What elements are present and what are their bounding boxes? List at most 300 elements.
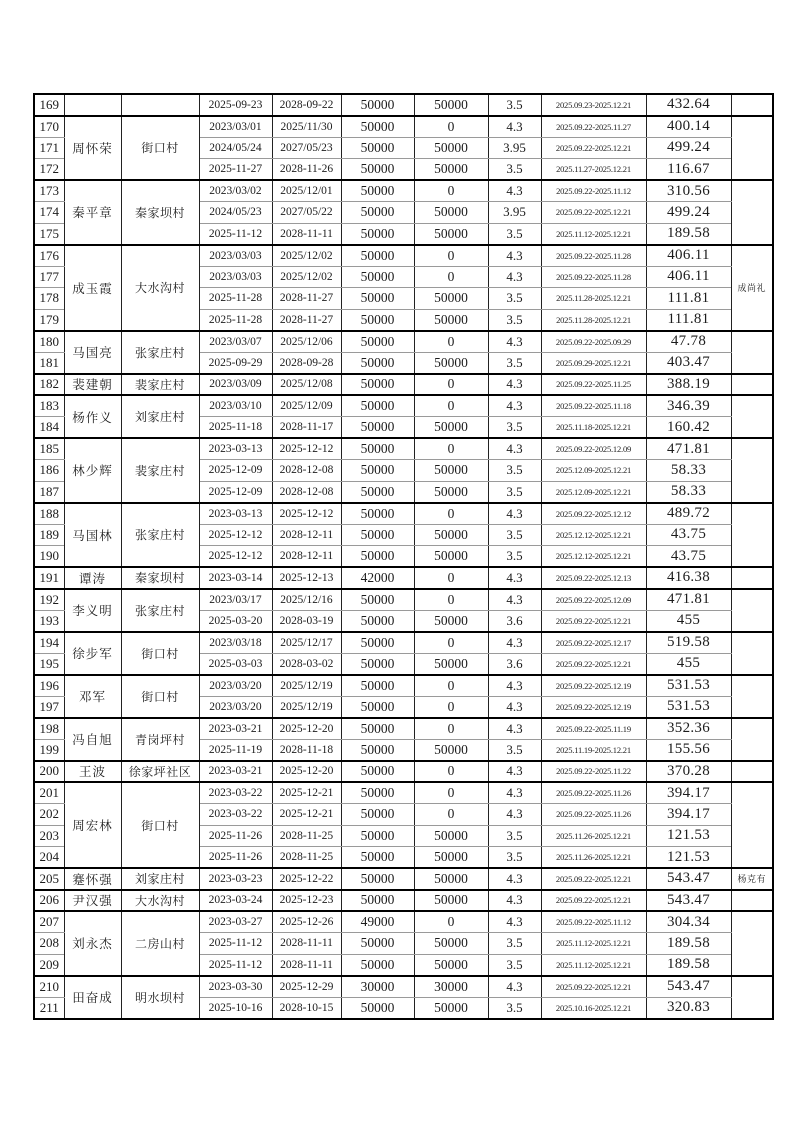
cell-rate: 4.3	[488, 395, 541, 417]
cell-interest-period: 2025.09.22-2025.12.09	[541, 589, 646, 611]
cell-interest-value: 47.78	[646, 331, 731, 353]
cell-interest-value: 432.64	[646, 94, 731, 116]
cell-end-date: 2025/12/19	[272, 696, 341, 718]
cell-seq: 178	[34, 288, 64, 310]
cell-seq: 198	[34, 718, 64, 740]
cell-amount2: 50000	[414, 653, 488, 675]
cell-rate: 4.3	[488, 503, 541, 525]
cell-interest-period: 2025.09.22-2025.12.17	[541, 632, 646, 654]
cell-amount1: 50000	[341, 825, 414, 847]
cell-interest-period: 2025.11.27-2025.12.21	[541, 159, 646, 181]
cell-amount2: 30000	[414, 976, 488, 998]
cell-end-date: 2025/12/19	[272, 675, 341, 697]
cell-interest-value: 155.56	[646, 739, 731, 761]
cell-end-date: 2025/12/09	[272, 395, 341, 417]
cell-interest-value: 189.58	[646, 933, 731, 955]
cell-seq: 169	[34, 94, 64, 116]
cell-interest-period: 2025.09.22-2025.11.22	[541, 761, 646, 783]
cell-rate: 4.3	[488, 567, 541, 589]
cell-rate: 3.5	[488, 309, 541, 331]
cell-interest-period: 2025.11.18-2025.12.21	[541, 417, 646, 439]
cell-amount2: 50000	[414, 524, 488, 546]
cell-amount2: 50000	[414, 847, 488, 869]
cell-borrower-name: 马国亮	[64, 331, 121, 374]
cell-end-date: 2025/12/16	[272, 589, 341, 611]
cell-seq: 187	[34, 481, 64, 503]
cell-interest-value: 543.47	[646, 976, 731, 998]
cell-start-date: 2025-12-09	[199, 460, 272, 482]
cell-end-date: 2025/12/01	[272, 180, 341, 202]
cell-amount2: 50000	[414, 137, 488, 159]
cell-interest-value: 531.53	[646, 675, 731, 697]
cell-end-date: 2025-12-21	[272, 804, 341, 826]
cell-interest-value: 121.53	[646, 847, 731, 869]
cell-amount2: 50000	[414, 288, 488, 310]
cell-end-date: 2028-03-19	[272, 610, 341, 632]
cell-rate: 3.6	[488, 610, 541, 632]
cell-village: 刘家庄村	[121, 395, 199, 438]
cell-end-date: 2028-11-25	[272, 847, 341, 869]
cell-amount2: 0	[414, 266, 488, 288]
cell-seq: 186	[34, 460, 64, 482]
cell-start-date: 2023-03-22	[199, 804, 272, 826]
cell-start-date: 2023/03/20	[199, 696, 272, 718]
cell-seq: 205	[34, 868, 64, 890]
cell-amount2: 0	[414, 567, 488, 589]
cell-amount1: 50000	[341, 94, 414, 116]
cell-amount2: 50000	[414, 546, 488, 568]
cell-start-date: 2023-03-21	[199, 718, 272, 740]
cell-interest-period: 2025.09.22-2025.11.12	[541, 911, 646, 933]
cell-seq: 176	[34, 245, 64, 267]
cell-note	[731, 911, 773, 976]
cell-interest-period: 2025.09.22-2025.11.26	[541, 804, 646, 826]
cell-note: 杨克有	[731, 868, 773, 890]
cell-start-date: 2025-10-16	[199, 997, 272, 1019]
cell-seq: 179	[34, 309, 64, 331]
cell-rate: 4.3	[488, 589, 541, 611]
cell-rate: 3.5	[488, 288, 541, 310]
cell-interest-period: 2025.12.12-2025.12.21	[541, 524, 646, 546]
cell-start-date: 2025-11-19	[199, 739, 272, 761]
cell-village: 张家庄村	[121, 331, 199, 374]
cell-amount2: 50000	[414, 933, 488, 955]
cell-seq: 196	[34, 675, 64, 697]
cell-rate: 3.5	[488, 933, 541, 955]
cell-village: 秦家坝村	[121, 180, 199, 245]
cell-seq: 210	[34, 976, 64, 998]
cell-amount2: 0	[414, 675, 488, 697]
cell-interest-value: 394.17	[646, 782, 731, 804]
cell-village: 裴家庄村	[121, 374, 199, 396]
cell-seq: 190	[34, 546, 64, 568]
cell-interest-value: 489.72	[646, 503, 731, 525]
cell-start-date: 2025-11-28	[199, 309, 272, 331]
cell-start-date: 2025-11-28	[199, 288, 272, 310]
cell-rate: 3.5	[488, 460, 541, 482]
cell-interest-value: 455	[646, 610, 731, 632]
table-row	[34, 782, 773, 804]
cell-note	[731, 718, 773, 761]
cell-amount1: 50000	[341, 610, 414, 632]
table-row	[34, 976, 773, 998]
cell-amount1: 50000	[341, 288, 414, 310]
cell-amount1: 50000	[341, 632, 414, 654]
cell-note	[731, 675, 773, 718]
loan-records-table	[33, 93, 774, 1020]
cell-end-date: 2028-11-25	[272, 825, 341, 847]
cell-amount1: 50000	[341, 460, 414, 482]
cell-start-date: 2023/03/07	[199, 331, 272, 353]
cell-amount1: 49000	[341, 911, 414, 933]
cell-rate: 3.5	[488, 546, 541, 568]
cell-interest-value: 121.53	[646, 825, 731, 847]
cell-seq: 177	[34, 266, 64, 288]
cell-rate: 3.5	[488, 94, 541, 116]
cell-amount2: 0	[414, 761, 488, 783]
cell-amount2: 0	[414, 503, 488, 525]
cell-start-date: 2023-03-30	[199, 976, 272, 998]
cell-note	[731, 395, 773, 438]
cell-seq: 189	[34, 524, 64, 546]
cell-interest-value: 406.11	[646, 266, 731, 288]
cell-interest-value: 403.47	[646, 352, 731, 374]
cell-amount2: 0	[414, 718, 488, 740]
cell-start-date: 2025-03-20	[199, 610, 272, 632]
cell-borrower-name: 周怀荣	[64, 116, 121, 181]
cell-amount1: 50000	[341, 309, 414, 331]
cell-interest-value: 310.56	[646, 180, 731, 202]
cell-interest-period: 2025.09.22-2025.12.21	[541, 137, 646, 159]
cell-seq: 188	[34, 503, 64, 525]
cell-end-date: 2028-11-26	[272, 159, 341, 181]
cell-village: 刘家庄村	[121, 868, 199, 890]
cell-note: 成尚礼	[731, 245, 773, 331]
cell-interest-value: 111.81	[646, 309, 731, 331]
cell-rate: 4.3	[488, 116, 541, 138]
cell-borrower-name: 周宏林	[64, 782, 121, 868]
cell-end-date: 2025-12-20	[272, 718, 341, 740]
cell-interest-period: 2025.09.22-2025.12.21	[541, 202, 646, 224]
cell-amount1: 42000	[341, 567, 414, 589]
cell-village: 裴家庄村	[121, 438, 199, 503]
cell-note	[731, 782, 773, 868]
cell-amount2: 0	[414, 438, 488, 460]
cell-end-date: 2025/11/30	[272, 116, 341, 138]
cell-seq: 192	[34, 589, 64, 611]
cell-rate: 3.6	[488, 653, 541, 675]
cell-interest-period: 2025.11.12-2025.12.21	[541, 954, 646, 976]
cell-rate: 4.3	[488, 331, 541, 353]
cell-amount1: 50000	[341, 761, 414, 783]
cell-end-date: 2025-12-23	[272, 890, 341, 912]
cell-end-date: 2025-12-20	[272, 761, 341, 783]
cell-start-date: 2025-11-12	[199, 223, 272, 245]
cell-amount1: 50000	[341, 481, 414, 503]
cell-rate: 4.3	[488, 911, 541, 933]
cell-start-date: 2023/03/03	[199, 266, 272, 288]
cell-borrower-name: 刘永杰	[64, 911, 121, 976]
cell-interest-value: 160.42	[646, 417, 731, 439]
cell-rate: 4.3	[488, 696, 541, 718]
cell-amount1: 50000	[341, 180, 414, 202]
cell-amount1: 50000	[341, 395, 414, 417]
cell-rate: 4.3	[488, 675, 541, 697]
cell-rate: 3.5	[488, 825, 541, 847]
cell-amount1: 30000	[341, 976, 414, 998]
cell-end-date: 2028-12-08	[272, 460, 341, 482]
cell-borrower-name: 成玉霞	[64, 245, 121, 331]
cell-amount2: 50000	[414, 739, 488, 761]
cell-amount2: 0	[414, 331, 488, 353]
cell-interest-period: 2025.12.12-2025.12.21	[541, 546, 646, 568]
cell-amount2: 50000	[414, 159, 488, 181]
cell-seq: 180	[34, 331, 64, 353]
cell-amount2: 50000	[414, 460, 488, 482]
cell-seq: 173	[34, 180, 64, 202]
cell-note	[731, 94, 773, 116]
cell-interest-period: 2025.09.22-2025.12.21	[541, 890, 646, 912]
table-row	[34, 718, 773, 740]
cell-interest-period: 2025.09.22-2025.11.12	[541, 180, 646, 202]
cell-amount1: 50000	[341, 675, 414, 697]
cell-rate: 3.95	[488, 137, 541, 159]
table-row	[34, 911, 773, 933]
cell-interest-period: 2025.09.22-2025.09.29	[541, 331, 646, 353]
cell-start-date: 2024/05/23	[199, 202, 272, 224]
cell-start-date: 2025-12-12	[199, 546, 272, 568]
cell-seq: 172	[34, 159, 64, 181]
cell-start-date: 2023-03-22	[199, 782, 272, 804]
cell-interest-period: 2025.09.22-2025.11.26	[541, 782, 646, 804]
cell-seq: 184	[34, 417, 64, 439]
cell-start-date: 2025-11-27	[199, 159, 272, 181]
cell-seq: 185	[34, 438, 64, 460]
cell-start-date: 2025-12-09	[199, 481, 272, 503]
cell-start-date: 2025-09-23	[199, 94, 272, 116]
cell-rate: 3.5	[488, 159, 541, 181]
cell-borrower-name: 邓军	[64, 675, 121, 718]
cell-interest-value: 346.39	[646, 395, 731, 417]
cell-village: 明水坝村	[121, 976, 199, 1019]
cell-rate: 3.5	[488, 739, 541, 761]
cell-village: 张家庄村	[121, 503, 199, 568]
cell-amount2: 50000	[414, 825, 488, 847]
cell-amount1: 50000	[341, 374, 414, 396]
cell-interest-period: 2025.09.22-2025.12.13	[541, 567, 646, 589]
table-row	[34, 438, 773, 460]
table-row	[34, 589, 773, 611]
cell-amount1: 50000	[341, 933, 414, 955]
table-row	[34, 675, 773, 697]
cell-end-date: 2025-12-26	[272, 911, 341, 933]
cell-interest-period: 2025.11.26-2025.12.21	[541, 825, 646, 847]
cell-rate: 4.3	[488, 782, 541, 804]
cell-amount2: 50000	[414, 997, 488, 1019]
cell-start-date: 2023/03/10	[199, 395, 272, 417]
cell-note	[731, 374, 773, 396]
cell-start-date: 2023/03/17	[199, 589, 272, 611]
table-row	[34, 374, 773, 396]
cell-borrower-name: 杨作义	[64, 395, 121, 438]
cell-rate: 4.3	[488, 632, 541, 654]
cell-start-date: 2023/03/09	[199, 374, 272, 396]
cell-start-date: 2023/03/03	[199, 245, 272, 267]
cell-interest-value: 543.47	[646, 890, 731, 912]
cell-amount1: 50000	[341, 116, 414, 138]
cell-start-date: 2025-03-03	[199, 653, 272, 675]
cell-seq: 181	[34, 352, 64, 374]
table-row	[34, 868, 773, 890]
cell-interest-period: 2025.09.22-2025.12.21	[541, 653, 646, 675]
cell-note	[731, 890, 773, 912]
cell-amount1: 50000	[341, 524, 414, 546]
cell-start-date: 2024/05/24	[199, 137, 272, 159]
cell-interest-period: 2025.09.22-2025.11.25	[541, 374, 646, 396]
cell-amount2: 0	[414, 696, 488, 718]
cell-rate: 4.3	[488, 180, 541, 202]
cell-interest-period: 2025.11.28-2025.12.21	[541, 288, 646, 310]
cell-interest-value: 43.75	[646, 546, 731, 568]
cell-amount2: 0	[414, 374, 488, 396]
cell-interest-value: 471.81	[646, 589, 731, 611]
cell-borrower-name: 秦平章	[64, 180, 121, 245]
cell-rate: 4.3	[488, 718, 541, 740]
cell-seq: 211	[34, 997, 64, 1019]
cell-rate: 4.3	[488, 374, 541, 396]
cell-rate: 4.3	[488, 890, 541, 912]
cell-interest-period: 2025.11.19-2025.12.21	[541, 739, 646, 761]
table-row	[34, 395, 773, 417]
cell-borrower-name: 冯自旭	[64, 718, 121, 761]
cell-end-date: 2028-11-27	[272, 309, 341, 331]
cell-seq: 170	[34, 116, 64, 138]
cell-amount1: 50000	[341, 546, 414, 568]
cell-amount1: 50000	[341, 223, 414, 245]
cell-seq: 199	[34, 739, 64, 761]
cell-amount1: 50000	[341, 997, 414, 1019]
cell-village: 大水沟村	[121, 245, 199, 331]
cell-note	[731, 331, 773, 374]
cell-seq: 200	[34, 761, 64, 783]
cell-interest-period: 2025.09.22-2025.12.12	[541, 503, 646, 525]
cell-rate: 4.3	[488, 976, 541, 998]
cell-start-date: 2023/03/20	[199, 675, 272, 697]
cell-amount2: 50000	[414, 417, 488, 439]
cell-start-date: 2025-12-12	[199, 524, 272, 546]
cell-interest-period: 2025.11.12-2025.12.21	[541, 933, 646, 955]
cell-interest-value: 455	[646, 653, 731, 675]
cell-end-date: 2028-12-08	[272, 481, 341, 503]
cell-end-date: 2028-12-11	[272, 546, 341, 568]
cell-village: 街口村	[121, 632, 199, 675]
table-row	[34, 761, 773, 783]
cell-interest-period: 2025.09.22-2025.11.19	[541, 718, 646, 740]
cell-start-date: 2023-03-21	[199, 761, 272, 783]
cell-borrower-name: 尹汉强	[64, 890, 121, 912]
cell-end-date: 2028-11-17	[272, 417, 341, 439]
cell-start-date: 2023-03-23	[199, 868, 272, 890]
cell-amount2: 0	[414, 116, 488, 138]
cell-end-date: 2028-11-27	[272, 288, 341, 310]
cell-interest-value: 43.75	[646, 524, 731, 546]
cell-end-date: 2028-10-15	[272, 997, 341, 1019]
cell-amount1: 50000	[341, 266, 414, 288]
cell-village: 青岗坪村	[121, 718, 199, 761]
cell-amount2: 50000	[414, 890, 488, 912]
cell-interest-value: 471.81	[646, 438, 731, 460]
cell-borrower-name: 谭涛	[64, 567, 121, 589]
cell-seq: 175	[34, 223, 64, 245]
cell-rate: 3.5	[488, 997, 541, 1019]
cell-interest-period: 2025.09.22-2025.12.21	[541, 610, 646, 632]
cell-seq: 195	[34, 653, 64, 675]
cell-amount2: 50000	[414, 481, 488, 503]
cell-amount1: 50000	[341, 245, 414, 267]
cell-amount1: 50000	[341, 718, 414, 740]
cell-note	[731, 589, 773, 632]
cell-interest-period: 2025.09.22-2025.11.18	[541, 395, 646, 417]
cell-interest-period: 2025.11.26-2025.12.21	[541, 847, 646, 869]
table-row	[34, 245, 773, 267]
cell-start-date: 2023-03-14	[199, 567, 272, 589]
cell-amount2: 0	[414, 804, 488, 826]
cell-start-date: 2025-09-29	[199, 352, 272, 374]
cell-interest-value: 519.58	[646, 632, 731, 654]
cell-rate: 3.5	[488, 524, 541, 546]
cell-seq: 194	[34, 632, 64, 654]
cell-start-date: 2023-03-24	[199, 890, 272, 912]
table-row	[34, 94, 773, 116]
cell-amount2: 50000	[414, 223, 488, 245]
cell-end-date: 2025-12-22	[272, 868, 341, 890]
cell-borrower-name: 蹇怀强	[64, 868, 121, 890]
table-row	[34, 567, 773, 589]
cell-seq: 204	[34, 847, 64, 869]
cell-interest-value: 406.11	[646, 245, 731, 267]
cell-end-date: 2028-03-02	[272, 653, 341, 675]
cell-amount1: 50000	[341, 696, 414, 718]
cell-amount1: 50000	[341, 503, 414, 525]
cell-village: 徐家坪社区	[121, 761, 199, 783]
cell-interest-value: 543.47	[646, 868, 731, 890]
cell-interest-period: 2025.12.09-2025.12.21	[541, 460, 646, 482]
cell-interest-value: 58.33	[646, 460, 731, 482]
cell-amount2: 0	[414, 589, 488, 611]
cell-interest-period: 2025.09.23-2025.12.21	[541, 94, 646, 116]
table-row	[34, 632, 773, 654]
cell-amount1: 50000	[341, 890, 414, 912]
cell-amount2: 50000	[414, 954, 488, 976]
cell-interest-value: 499.24	[646, 137, 731, 159]
cell-interest-period: 2025.09.22-2025.12.19	[541, 696, 646, 718]
cell-amount1: 50000	[341, 954, 414, 976]
cell-interest-value: 388.19	[646, 374, 731, 396]
cell-seq: 197	[34, 696, 64, 718]
cell-end-date: 2028-12-11	[272, 524, 341, 546]
cell-borrower-name: 王波	[64, 761, 121, 783]
cell-amount2: 50000	[414, 202, 488, 224]
cell-amount1: 50000	[341, 653, 414, 675]
cell-rate: 3.5	[488, 352, 541, 374]
cell-seq: 193	[34, 610, 64, 632]
cell-end-date: 2028-11-11	[272, 933, 341, 955]
cell-note	[731, 567, 773, 589]
cell-rate: 4.3	[488, 266, 541, 288]
cell-seq: 191	[34, 567, 64, 589]
cell-start-date: 2025-11-12	[199, 933, 272, 955]
cell-village: 街口村	[121, 782, 199, 868]
